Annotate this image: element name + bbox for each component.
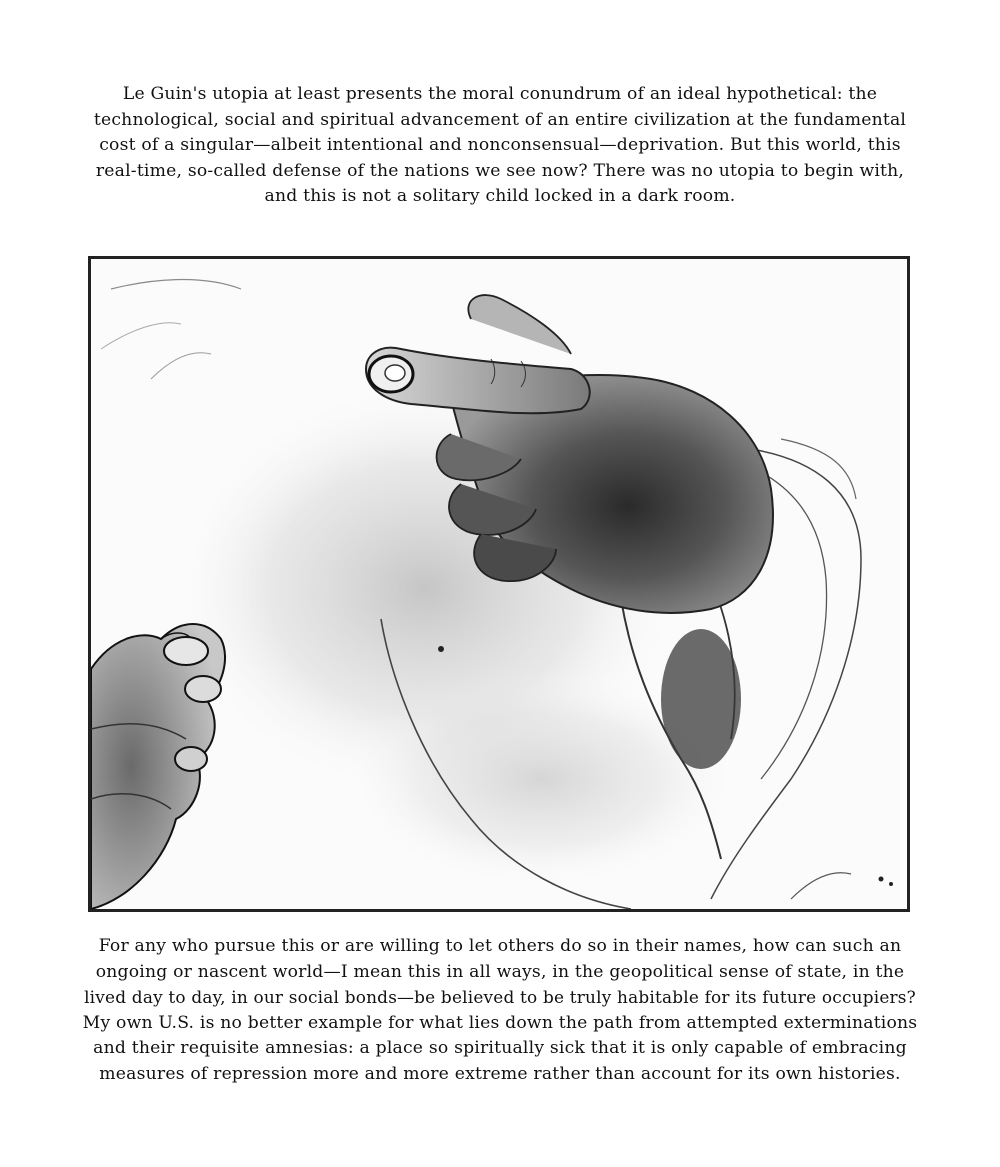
top-paragraph-line: real-time, so-called defense of the nations we see now? There was no utopia to begin with, [95,160,905,181]
top-paragraph [80,82,920,210]
bottom-paragraph-line: For any who pursue this or are willing to let others do so in their names, how can such an [98,936,902,956]
bottom-paragraph-line: My own U.S. is no better example for what lies down the path from attempted exterminations [82,1012,918,1033]
bottom-paragraph-line: lived day to day, in our social bonds—be believed to be truly habitable for its future occupiers? [84,987,916,1007]
bottom-paragraph [80,934,920,1087]
top-paragraph-line: Le Guin's utopia at least presents the moral conundrum of an ideal hypothetical: the [122,84,878,104]
top-paragraph-line: cost of a singular—albeit intentional and nonconsensual—deprivation. But this world, this [99,135,901,155]
top-paragraph-line: technological, social and spiritual advancement of an entire civilization at the fundamental [93,109,907,130]
bottom-paragraph-line: ongoing or nascent world—I mean this in all ways, in the geopolitical sense of state, in the [95,961,905,982]
illustration-panel [88,256,910,912]
drawing-of-hands-icon [91,259,907,909]
bottom-paragraph-line: measures of repression more and more extreme rather than account for its own histories. [99,1063,901,1084]
bottom-paragraph-line: and their requisite amnesias: a place so spiritually sick that it is only capable of embracing [93,1038,907,1058]
top-paragraph-line: and this is not a solitary child locked in a dark room. [264,186,736,206]
